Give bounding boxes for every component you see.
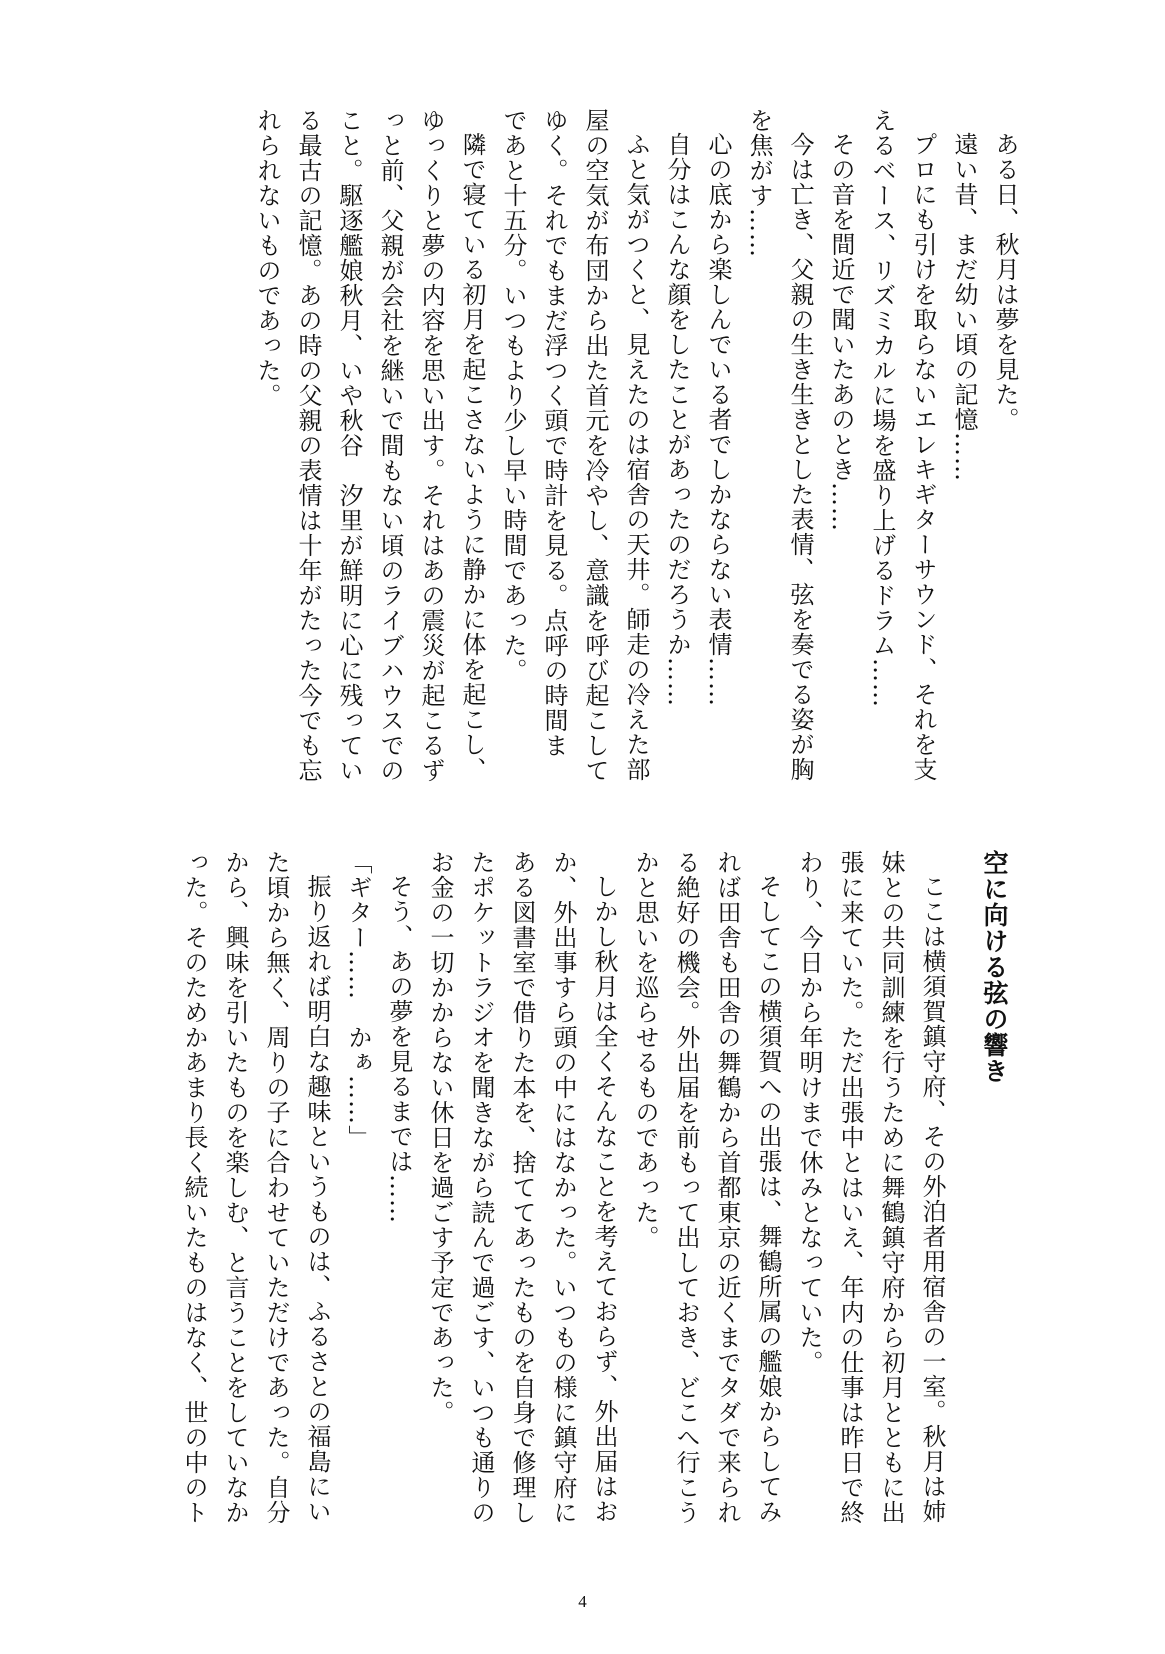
lower-text-block [180, 850, 1015, 1550]
paragraph: 振り返れば明白な趣味というものは、ふるさとの福島にい た頃から無く、周りの子に合わせていただけであった。自分 から、興味を引いたものを楽しむ、と言うことをしていなか った。そのためかあまり長く続いたものはなく、世の中のト [180, 850, 331, 1525]
paragraph: ある日、秋月は夢を見た。 [991, 132, 1019, 432]
paragraph: ここは横須賀鎮守府、その外泊者用宿舎の一室。秋月は姉 妹との共同訓練を行うために舞鶴鎮守府から初月とともに出 張に来ていた。ただ出張中とはいえ、年内の仕事は昨日で終 わり、今日から年明けまで休みとなっていた。 [795, 850, 946, 1525]
paragraph: ふと気がつくと、見えたのは宿舎の天井。師走の冷えた部 屋の空気が布団から出た首元を冷やし、意識を呼び起こして ゆく。それでもまだ浮つく頭で時計を見る。点呼の時間ま であと十五分。いつもより少し早い時間であった。 [499, 108, 650, 783]
paragraph: 遠い昔、まだ幼い頃の記憶…… [950, 132, 978, 482]
paragraph: プロにも引けを取らないエレキギターサウンド、それを支 えるベース、リズミカルに場を盛り上げるドラム…… [868, 108, 937, 782]
paragraph: 隣で寝ている初月を起こさないように静かに体を起こし、 ゆっくりと夢の内容を思い出す。それはあの震災が起こるず っと前、父親が会社を継いで間もない頃のライブハウスでの こと。駆逐艦娘秋月、いや秋谷 汐里が鮮明に心に残ってい る最古の記憶。あの時の父親の表情は十年がたった今でも忘 れられないものであった。 [253, 108, 486, 783]
paragraph: 心の底から楽しんでいる者でしかならない表情…… [704, 132, 732, 707]
dialogue-line: 「ギター…… かぁ……」 [344, 850, 372, 1150]
upper-text-block [245, 108, 1025, 788]
page-number: 4 [578, 1592, 587, 1611]
chapter-title: 空に向ける弦の響き [980, 850, 1009, 1084]
paragraph: 今は亡き、父親の生き生きとした表情、弦を奏でる姿が胸 を焦がす…… [745, 108, 814, 782]
paragraph: 自分はこんな顔をしたことがあったのだろうか…… [663, 132, 691, 707]
paragraph: しかし秋月は全くそんなことを考えておらず、外出届はお か、外出事すら頭の中にはなかった。いつもの様に鎮守府に ある図書室で借りた本を、捨ててあったものを自身で修理し たポケットラジオを聞きながら読んで過ごす、いつも通りの お金の一切かからない休日を過ごす予定であった。 [426, 850, 618, 1525]
paragraph: そしてこの横須賀への出張は、舞鶴所属の艦娘からしてみ れば田舎も田舎の舞鶴から首都東京の近くまでタダで来られ る絶好の機会。外出届を前もって出しておき、どこへ行こう かと思いを巡らせるものであった。 [631, 850, 782, 1525]
paragraph: そう、あの夢を見るまでは…… [385, 874, 413, 1224]
paragraph: その音を間近で聞いたあのとき…… [827, 132, 855, 532]
